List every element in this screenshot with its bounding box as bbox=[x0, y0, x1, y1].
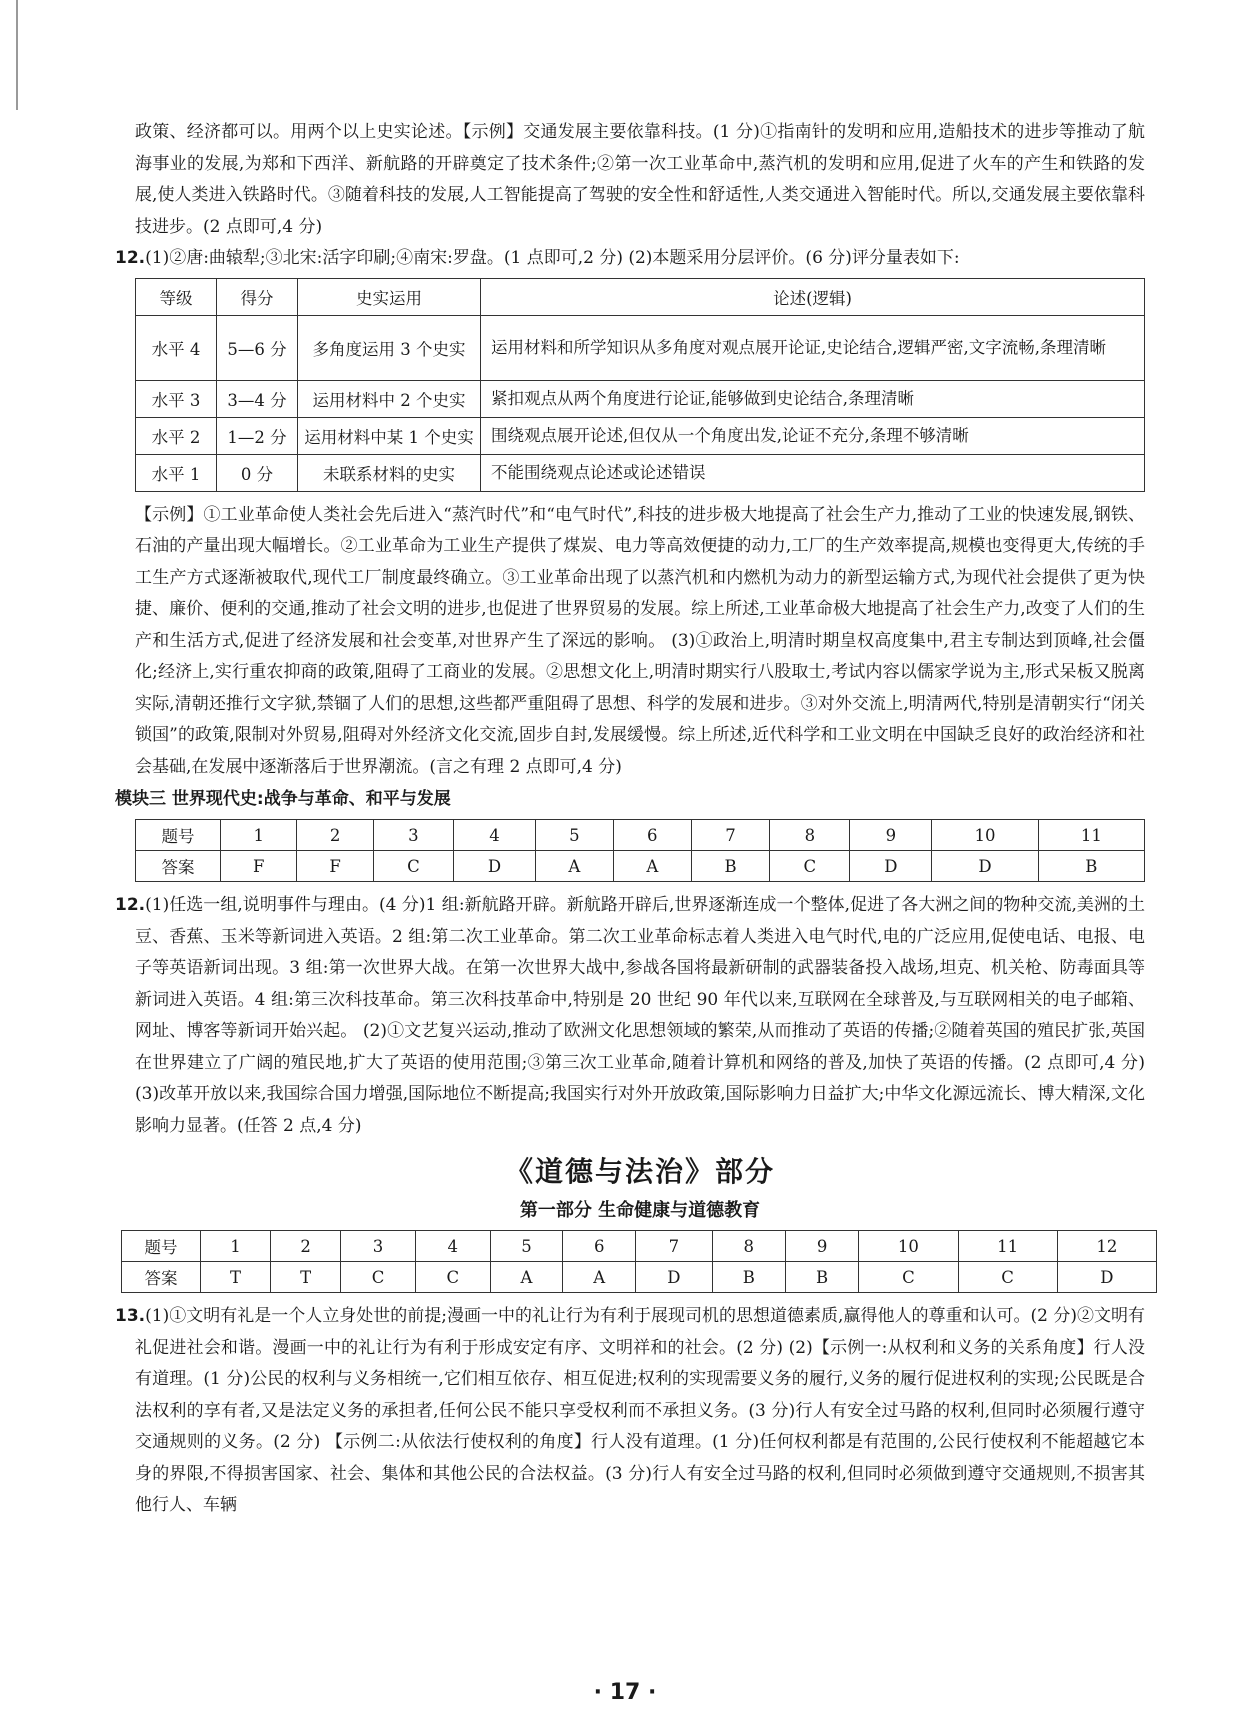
page-edge-line bbox=[16, 0, 18, 110]
q12-example-answer: 【示例】①工业革命使人类社会先后进入“蒸汽时代”和“电气时代”,科技的进步极大地提高了社会生产力,推动了工业的快速发展,钢铁、石油的产量出现大幅增长。②工业革命为工业生产提供了煤炭、电力等高效便捷的动力,工厂的生产效率提高,规模也变得更大,传统的手工生产方式逐渐被取代,现代工厂制度最终确立。③工业革命出现了以蒸汽机和内燃机为动力的新型运输方式,为现代社会提供了更为快捷、廉价、便利的交通,推动了社会文明的进步,也促进了世界贸易的发展。综上所述,工业革命极大地提高了社会生产力,改变了人们的生产和生活方式,促进了经济发展和社会变革,对世界产生了深远的影响。 (3)①政治上,明清时期皇权高度集中,君主专制达到顶峰,社会僵化;经济上,实行重农抑商的政策,阻碍了工商业的发展。②思想文化上,明清时期实行八股取士,考试内容以儒家学说为主,形式呆板又脱离实际,清朝还推行文字狱,禁锢了人们的思想,这些都严重阻碍了思想、科学的发展和进步。③对外交流上,明清两代,特别是清朝实行“闭关锁国”的政策,限制对外贸易,阻碍对外经济文化交流,固步自封,发展缓慢。综上所述,近代科学和工业文明在中国缺乏良好的政治经济和社会基础,在发展中逐渐落后于世界潮流。(言之有理 2 点即可,4 分) bbox=[135, 504, 1145, 777]
question-number-cell: 7 bbox=[691, 820, 770, 851]
answer-cell: C bbox=[415, 1262, 490, 1293]
answer-cell: B bbox=[691, 851, 770, 882]
rubric-header: 等级 bbox=[136, 278, 217, 315]
rubric-cell: 0 分 bbox=[217, 454, 298, 491]
rubric-cell: 水平 1 bbox=[136, 454, 217, 491]
q11-answer-tail: 政策、经济都可以。用两个以上史实论述。【示例】交通发展主要依靠科技。(1 分)①指南针的发明和应用,造船技术的进步等推动了航海事业的发展,为郑和下西洋、新航路的开辟奠定了技术条件;②第一次工业革命中,蒸汽机的发明和应用,促进了火车的产生和铁路的发展,使人类进入铁路时代。③随着科技的发展,人工智能提高了驾驶的安全性和舒适性,人类交通进入智能时代。所以,交通发展主要依靠科技进步。(2 点即可,4 分) bbox=[135, 122, 1145, 237]
answer-cell: B bbox=[712, 1262, 785, 1293]
q13-answer bbox=[115, 1301, 1145, 1522]
answer-cell: F bbox=[221, 851, 297, 882]
answer-cell: D bbox=[636, 1262, 713, 1293]
question-number-cell: 9 bbox=[785, 1231, 858, 1262]
question-number-cell: 3 bbox=[373, 820, 453, 851]
question-number-cell: 10 bbox=[859, 1231, 958, 1262]
answer-cell: T bbox=[271, 1262, 341, 1293]
row-label: 答案 bbox=[136, 851, 221, 882]
question-number-cell: 1 bbox=[221, 820, 297, 851]
rubric-row bbox=[136, 417, 1145, 454]
module-title: 模块三 世界现代史:战争与革命、和平与发展 bbox=[115, 789, 451, 809]
rubric-cell: 水平 3 bbox=[136, 380, 217, 417]
section-title: 《道德与法治》部分 bbox=[504, 1155, 775, 1188]
answer-cell: T bbox=[201, 1262, 271, 1293]
answer-cell: C bbox=[958, 1262, 1057, 1293]
rubric-row bbox=[136, 315, 1145, 380]
question-number: 13. bbox=[115, 1306, 146, 1326]
question-number-cell: 2 bbox=[271, 1231, 341, 1262]
answer-table-morality bbox=[121, 1230, 1157, 1293]
answer-cell: D bbox=[850, 851, 932, 882]
q12-modern-history-answer bbox=[115, 890, 1146, 1142]
answer-cell: C bbox=[770, 851, 850, 882]
question-number-cell: 5 bbox=[490, 1231, 563, 1262]
answer-cell: D bbox=[453, 851, 535, 882]
question-number-row bbox=[136, 820, 1145, 851]
question-number-cell: 11 bbox=[958, 1231, 1057, 1262]
section-subtitle: 第一部分 生命健康与道德教育 bbox=[519, 1200, 761, 1221]
rubric-cell: 运用材料和所学知识从多角度对观点展开论证,史论结合,逻辑严密,文字流畅,条理清晰 bbox=[481, 315, 1145, 380]
rubric-cell: 运用材料中某 1 个史实 bbox=[298, 417, 481, 454]
answer-cell: A bbox=[563, 1262, 636, 1293]
answer-cell: A bbox=[535, 851, 613, 882]
rubric-row bbox=[136, 380, 1145, 417]
q13-text: (1)①文明有礼是一个人立身处世的前提;漫画一中的礼让行为有利于展现司机的思想道德素质,赢得他人的尊重和认可。(2 分)②文明有礼促进社会和谐。漫画一中的礼让行为有利于形成安定有序、文明祥和的社会。(2 分) (2)【示例一:从权利和义务的关系角度】行人没有道理。(1 分)公民的权利与义务相统一,它们相互依存、相互促进;权利的实现需要义务的履行,义务的履行促进权利的实现;公民既是合法权利的享有者,又是法定义务的承担者,任何公民不能只享受权利而不承担义务。(3 分)行人有安全过马路的权利,但同时必须履行遵守交通规则的义务。(2 分) 【示例二:从依法行使权利的角度】行人没有道理。(1 分)任何权利都是有范围的,公民行使权利不能超越它本身的界限,不得损害国家、社会、集体和其他公民的合法权益。(3 分)行人有安全过马路的权利,但同时必须做到遵守交通规则,不损害其他行人、车辆 bbox=[135, 1306, 1145, 1515]
question-number-cell: 2 bbox=[297, 820, 373, 851]
page-number: · 17 · bbox=[593, 1680, 657, 1705]
q12-history-answer bbox=[115, 243, 1145, 275]
q12-text: (1)②唐:曲辕犁;③北宋:活字印刷;④南宋:罗盘。(1 点即可,2 分) (2)本题采用分层评价。(6 分)评分量表如下: bbox=[145, 248, 960, 268]
rubric-cell: 围绕观点展开论述,但仅从一个角度出发,论证不充分,条理不够清晰 bbox=[481, 417, 1145, 454]
rubric-cell: 未联系材料的史实 bbox=[298, 454, 481, 491]
rubric-cell: 运用材料中 2 个史实 bbox=[298, 380, 481, 417]
question-number-cell: 6 bbox=[563, 1231, 636, 1262]
question-number-cell: 7 bbox=[636, 1231, 713, 1262]
question-number-cell: 6 bbox=[613, 820, 691, 851]
rubric-cell: 5—6 分 bbox=[217, 315, 298, 380]
rubric-table bbox=[135, 278, 1145, 492]
answer-row bbox=[122, 1262, 1157, 1293]
row-label: 题号 bbox=[122, 1231, 201, 1262]
rubric-header: 史实运用 bbox=[298, 278, 481, 315]
answer-cell: D bbox=[932, 851, 1038, 882]
answer-cell: C bbox=[341, 1262, 416, 1293]
page-content bbox=[115, 117, 1146, 1522]
question-number-cell: 10 bbox=[932, 820, 1038, 851]
question-number-cell: 8 bbox=[712, 1231, 785, 1262]
question-number: 12. bbox=[115, 895, 146, 915]
row-label: 答案 bbox=[122, 1262, 201, 1293]
rubric-cell: 多角度运用 3 个史实 bbox=[298, 315, 481, 380]
answer-row bbox=[136, 851, 1145, 882]
answer-cell: C bbox=[373, 851, 453, 882]
rubric-cell: 不能围绕观点论述或论述错误 bbox=[481, 454, 1145, 491]
answer-cell: D bbox=[1057, 1262, 1156, 1293]
question-number-cell: 8 bbox=[770, 820, 850, 851]
question-number-cell: 12 bbox=[1057, 1231, 1156, 1262]
answer-cell: B bbox=[785, 1262, 858, 1293]
answer-table-module3 bbox=[135, 819, 1145, 882]
question-number-cell: 3 bbox=[341, 1231, 416, 1262]
rubric-cell: 水平 4 bbox=[136, 315, 217, 380]
answer-cell: B bbox=[1038, 851, 1144, 882]
question-number-row bbox=[122, 1231, 1157, 1262]
rubric-row bbox=[136, 454, 1145, 491]
q12-text: (1)任选一组,说明事件与理由。(4 分)1 组:新航路开辟。新航路开辟后,世界逐渐连成一个整体,促进了各大洲之间的物种交流,美洲的土豆、香蕉、玉米等新词进入英语。2 组:第二次工业革命。第二次工业革命标志着人类进入电气时代,电的广泛应用,促使电话、电报、电子等英语新词出现。3 组:第一次世界大战。在第一次世界大战中,参战各国将最新研制的武器装备投入战场,坦克、机关枪、防毒面具等新词进入英语。4 组:第三次科技革命。第三次科技革命中,特别是 20 世纪 90 年代以来,互联网在全球普及,与互联网相关的电子邮箱、网址、博客等新词开始兴起。 (2)①文艺复兴运动,推动了欧洲文化思想领域的繁荣,从而推动了英语的传播;②随着英国的殖民扩张,英国在世界建立了广阔的殖民地,扩大了英语的使用范围;③第三次工业革命,随着计算机和网络的普及,加快了英语的传播。(2 点即可,4 分) (3)改革开放以来,我国综合国力增强,国际地位不断提高;我国实行对外开放政策,国际影响力日益扩大;中华文化源远流长、博大精深,文化影响力显著。(任答 2 点,4 分) bbox=[135, 895, 1146, 1136]
rubric-header: 得分 bbox=[217, 278, 298, 315]
question-number: 12. bbox=[115, 248, 146, 268]
answer-cell: A bbox=[613, 851, 691, 882]
rubric-cell: 水平 2 bbox=[136, 417, 217, 454]
answer-cell: C bbox=[859, 1262, 958, 1293]
question-number-cell: 11 bbox=[1038, 820, 1144, 851]
question-number-cell: 9 bbox=[850, 820, 932, 851]
rubric-cell: 紧扣观点从两个角度进行论证,能够做到史论结合,条理清晰 bbox=[481, 380, 1145, 417]
rubric-header-row bbox=[136, 278, 1145, 315]
rubric-header: 论述(逻辑) bbox=[481, 278, 1145, 315]
question-number-cell: 4 bbox=[415, 1231, 490, 1262]
rubric-cell: 1—2 分 bbox=[217, 417, 298, 454]
question-number-cell: 1 bbox=[201, 1231, 271, 1262]
row-label: 题号 bbox=[136, 820, 221, 851]
answer-cell: F bbox=[297, 851, 373, 882]
rubric-cell: 3—4 分 bbox=[217, 380, 298, 417]
answer-cell: A bbox=[490, 1262, 563, 1293]
question-number-cell: 4 bbox=[453, 820, 535, 851]
question-number-cell: 5 bbox=[535, 820, 613, 851]
